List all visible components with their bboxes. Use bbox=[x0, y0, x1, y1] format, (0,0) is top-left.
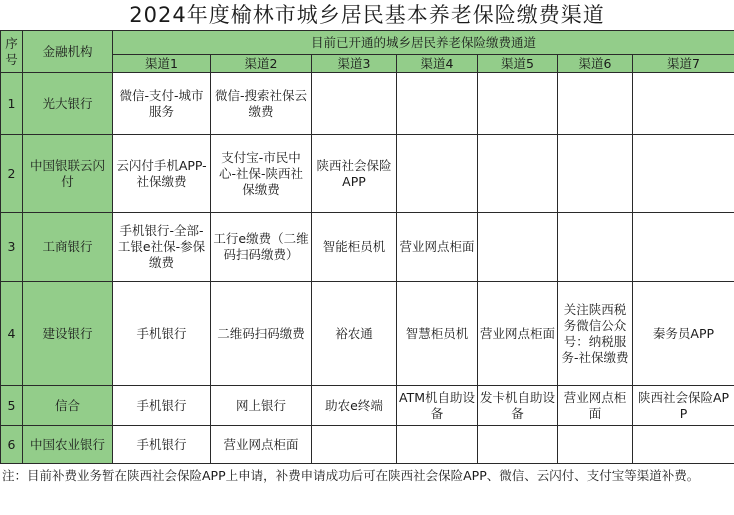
channel-cell bbox=[478, 213, 558, 282]
channel-cell: 手机银行 bbox=[113, 282, 211, 386]
channel-cell: 营业网点柜面 bbox=[558, 386, 633, 426]
channel-cell bbox=[558, 213, 633, 282]
channel-cell: 营业网点柜面 bbox=[397, 213, 478, 282]
channel-cell: 发卡机自助设备 bbox=[478, 386, 558, 426]
table-row bbox=[1, 73, 734, 135]
channel-cell bbox=[478, 135, 558, 213]
channel-cell: 智慧柜员机 bbox=[397, 282, 478, 386]
row-number: 2 bbox=[1, 135, 23, 213]
channel-cell: 工行e缴费（二维码扫码缴费） bbox=[211, 213, 312, 282]
channel-cell: 关注陕西税务微信公众号：纳税服务-社保缴费 bbox=[558, 282, 633, 386]
channel-cell: 云闪付手机APP-社保缴费 bbox=[113, 135, 211, 213]
bank-name: 工商银行 bbox=[23, 213, 113, 282]
payment-channel-table bbox=[0, 30, 734, 464]
row-number: 4 bbox=[1, 282, 23, 386]
header-channel-2: 渠道2 bbox=[211, 55, 312, 73]
header-channel-3: 渠道3 bbox=[312, 55, 397, 73]
channel-cell bbox=[633, 213, 734, 282]
channel-cell: 陕西社会保险APP bbox=[312, 135, 397, 213]
table-row bbox=[1, 213, 734, 282]
row-number: 5 bbox=[1, 386, 23, 426]
bank-name: 光大银行 bbox=[23, 73, 113, 135]
channel-cell: 陕西社会保险APP bbox=[633, 386, 734, 426]
header-channel-5: 渠道5 bbox=[478, 55, 558, 73]
channel-cell: 手机银行 bbox=[113, 426, 211, 464]
channel-cell bbox=[633, 135, 734, 213]
header-channel-6: 渠道6 bbox=[558, 55, 633, 73]
table-row bbox=[1, 135, 734, 213]
channel-cell bbox=[397, 135, 478, 213]
channel-cell bbox=[312, 73, 397, 135]
channel-cell: 营业网点柜面 bbox=[478, 282, 558, 386]
bank-name: 中国银联云闪付 bbox=[23, 135, 113, 213]
header-channels-group: 目前已开通的城乡居民养老保险缴费通道 bbox=[113, 31, 734, 55]
document-title: 2024年度榆林市城乡居民基本养老保险缴费渠道 bbox=[129, 3, 605, 27]
channel-cell bbox=[633, 426, 734, 464]
channel-cell: 手机银行-全部-工银e社保-参保缴费 bbox=[113, 213, 211, 282]
channel-cell bbox=[478, 73, 558, 135]
bank-name: 中国农业银行 bbox=[23, 426, 113, 464]
channel-cell: 秦务员APP bbox=[633, 282, 734, 386]
header-seq: 序号 bbox=[1, 31, 23, 73]
channel-cell: 网上银行 bbox=[211, 386, 312, 426]
channel-cell: 助农e终端 bbox=[312, 386, 397, 426]
table-row bbox=[1, 426, 734, 464]
channel-cell bbox=[312, 426, 397, 464]
channel-cell bbox=[558, 135, 633, 213]
header-bank: 金融机构 bbox=[23, 31, 113, 73]
table-row bbox=[1, 282, 734, 386]
bank-name: 信合 bbox=[23, 386, 113, 426]
row-number: 6 bbox=[1, 426, 23, 464]
channel-cell bbox=[558, 73, 633, 135]
header-channel-7: 渠道7 bbox=[633, 55, 734, 73]
channel-cell: 微信-支付-城市服务 bbox=[113, 73, 211, 135]
header-channel-1: 渠道1 bbox=[113, 55, 211, 73]
row-number: 3 bbox=[1, 213, 23, 282]
bank-name: 建设银行 bbox=[23, 282, 113, 386]
channel-cell: 智能柜员机 bbox=[312, 213, 397, 282]
channel-cell: 手机银行 bbox=[113, 386, 211, 426]
channel-cell: 支付宝-市民中心-社保-陕西社保缴费 bbox=[211, 135, 312, 213]
channel-cell bbox=[478, 426, 558, 464]
channel-cell bbox=[558, 426, 633, 464]
row-number: 1 bbox=[1, 73, 23, 135]
channel-cell: 营业网点柜面 bbox=[211, 426, 312, 464]
channel-cell bbox=[397, 73, 478, 135]
footnote: 注：目前补费业务暂在陕西社会保险APP上申请，补费申请成功后可在陕西社会保险APP、微信、云闪付、支付宝等渠道补费。 bbox=[2, 468, 700, 483]
channel-cell: 二维码扫码缴费 bbox=[211, 282, 312, 386]
channel-cell: ATM机自助设备 bbox=[397, 386, 478, 426]
channel-cell: 裕农通 bbox=[312, 282, 397, 386]
table-row bbox=[1, 386, 734, 426]
header-channel-4: 渠道4 bbox=[397, 55, 478, 73]
channel-cell bbox=[397, 426, 478, 464]
channel-cell: 微信-搜索社保云缴费 bbox=[211, 73, 312, 135]
channel-cell bbox=[633, 73, 734, 135]
